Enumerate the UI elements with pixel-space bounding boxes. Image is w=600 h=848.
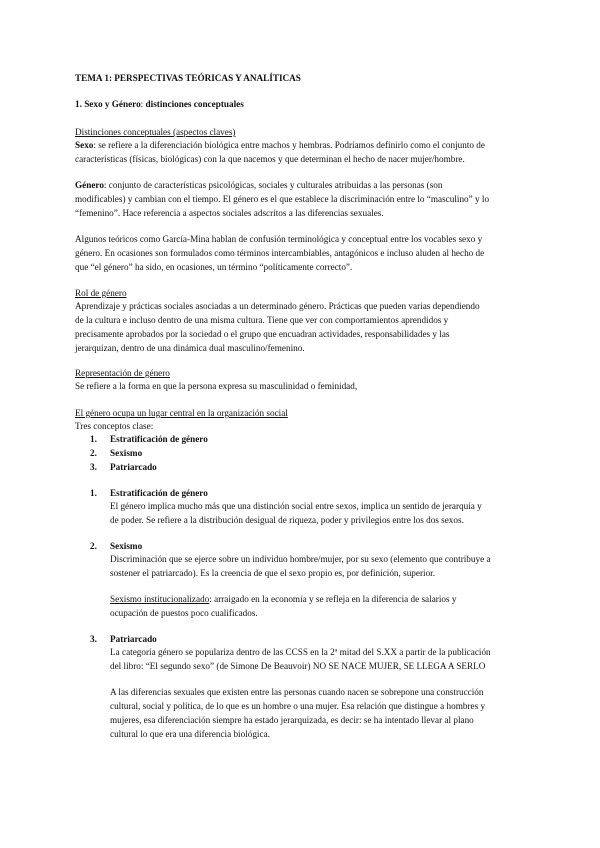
list-number: 1. — [90, 488, 97, 498]
detail-label: Patriarcado — [110, 634, 157, 644]
detail-heading-1 — [90, 487, 208, 500]
paragraph-line: El género implica mucho más que una distinción social entre sexos, implica un sentido de jerarquía y — [110, 501, 482, 511]
section-label: Sexo y Género — [84, 99, 141, 109]
paragraph-line: A las diferencias sexuales que existen entre las personas cuando nacen se sobrepone una construcción — [110, 687, 484, 697]
detail-label: Estratificación de género — [110, 488, 208, 498]
section-number: 1. — [75, 99, 82, 109]
sexo-line: características (físicas, biológicas) con la que nacemos y que determinan el hecho de nacer mujer/hombre. — [75, 154, 465, 164]
list-label: Estratificación de género — [110, 434, 208, 444]
genero-line: “femenino”. Hace referencia a aspectos sociales adscritos a las diferencias sexuales. — [75, 208, 384, 218]
section-sep: : — [140, 99, 146, 109]
paragraph-line: cultural lo que era una diferencia biológica. — [110, 729, 270, 739]
sexo-line — [75, 139, 485, 152]
role-heading: Rol de género — [75, 288, 127, 298]
list-label: Patriarcado — [110, 462, 157, 472]
paragraph-line: del libro: “El segundo sexo” (de Simone De Beauvoir) NO SE NACE MUJER, SE LLEGA A SERLO — [110, 661, 486, 671]
list-item — [90, 447, 142, 460]
paragraph-line: precisamente aprobados por la sociedad o el grupo que encuadran actividades, responsabilidades y las — [75, 329, 450, 339]
paragraph-line: Algunos teóricos como García-Mina hablan de confusión terminológica y conceptual entre los vocables sexo y — [75, 234, 483, 244]
paragraph-line: que “el género” ha sido, en ocasiones, un término “políticamente correcto”. — [75, 262, 353, 272]
paragraph-line — [110, 593, 456, 606]
list-number: 3. — [90, 634, 97, 644]
central-heading: El género ocupa un lugar central en la organización social — [75, 408, 288, 418]
genero-line — [75, 179, 442, 192]
paragraph-line: mujeres, esa diferenciación siempre ha estado jerarquizada, es decir: se ha intentado llevar al plano — [110, 715, 474, 725]
list-item — [90, 433, 208, 446]
detail-label: Sexismo — [110, 541, 143, 551]
sexo-text: : se refiere a la diferenciación biológica entre machos y hembras. Podríamos definirlo como el conjunto de — [93, 140, 485, 150]
section-rest: distinciones conceptuales — [145, 99, 244, 109]
genero-term: Género — [75, 180, 104, 190]
inst-text: : arraigado en la economía y se refleja en la diferencia de salarios y — [209, 594, 457, 604]
paragraph-line: ocupación de puestos poco cualificados. — [110, 608, 258, 618]
paragraph-line: de poder. Se refiere a la distribución desigual de riqueza, poder y privilegios entre los dos sexos. — [110, 515, 464, 525]
list-number: 3. — [90, 462, 97, 472]
list-label: Sexismo — [110, 448, 143, 458]
paragraph-line: Aprendizaje y prácticas sociales asociadas a un determinado género. Prácticas que pueden varias dependiendo — [75, 301, 480, 311]
genero-text: : conjunto de características psicológicas, sociales y culturales atribuidas a las personas (son — [103, 180, 443, 190]
genero-line: modificables) y cambian con el tiempo. El género es el que establece la discriminación entre lo “masculino” y lo — [75, 194, 490, 204]
paragraph-line: jerarquizan, dentro de una dinámica dual masculino/femenino. — [75, 343, 305, 353]
paragraph-line: Discriminación que se ejerce sobre un individuo hombre/mujer, por su sexo (elemento que contribuye a — [110, 554, 491, 564]
central-intro: Tres conceptos clase: — [75, 421, 154, 431]
representation-heading: Representación de género — [75, 368, 170, 378]
detail-heading-3 — [90, 633, 157, 646]
detail-heading-2 — [90, 540, 142, 553]
list-number: 2. — [90, 541, 97, 551]
paragraph-line: de la cultura e incluso dentro de una misma cultura. Tiene que ver con comportamientos aprendidos y — [75, 315, 449, 325]
inst-term: Sexismo institucionalizado — [110, 594, 210, 604]
distinctions-heading: Distinciones conceptuales (aspectos claves) — [75, 127, 236, 137]
paragraph-line: Se refiere a la forma en que la persona expresa su masculinidad o feminidad, — [75, 381, 358, 391]
paragraph-line: sostener el patriarcado). Es la creencia de que el sexo propio es, por definición, superior. — [110, 568, 436, 578]
page-title: TEMA 1: PERSPECTIVAS TEÓRICAS Y ANALÍTICAS — [75, 73, 301, 83]
sexo-term: Sexo — [75, 140, 94, 150]
list-item — [90, 461, 157, 474]
section-heading-1 — [75, 98, 244, 111]
paragraph-line: género. En ocasiones son formulados como términos intercambiables, antagónicos e incluso aluden al hecho de — [75, 248, 485, 258]
paragraph-line: La categoría género se populariza dentro de las CCSS en la 2ª mitad del S.XX a partir de la publicación — [110, 647, 491, 657]
list-number: 1. — [90, 434, 97, 444]
paragraph-line: cultural, social y política, de lo que es un hombre o una mujer. Esa relación que distingue a hombres y — [110, 701, 486, 711]
list-number: 2. — [90, 448, 97, 458]
